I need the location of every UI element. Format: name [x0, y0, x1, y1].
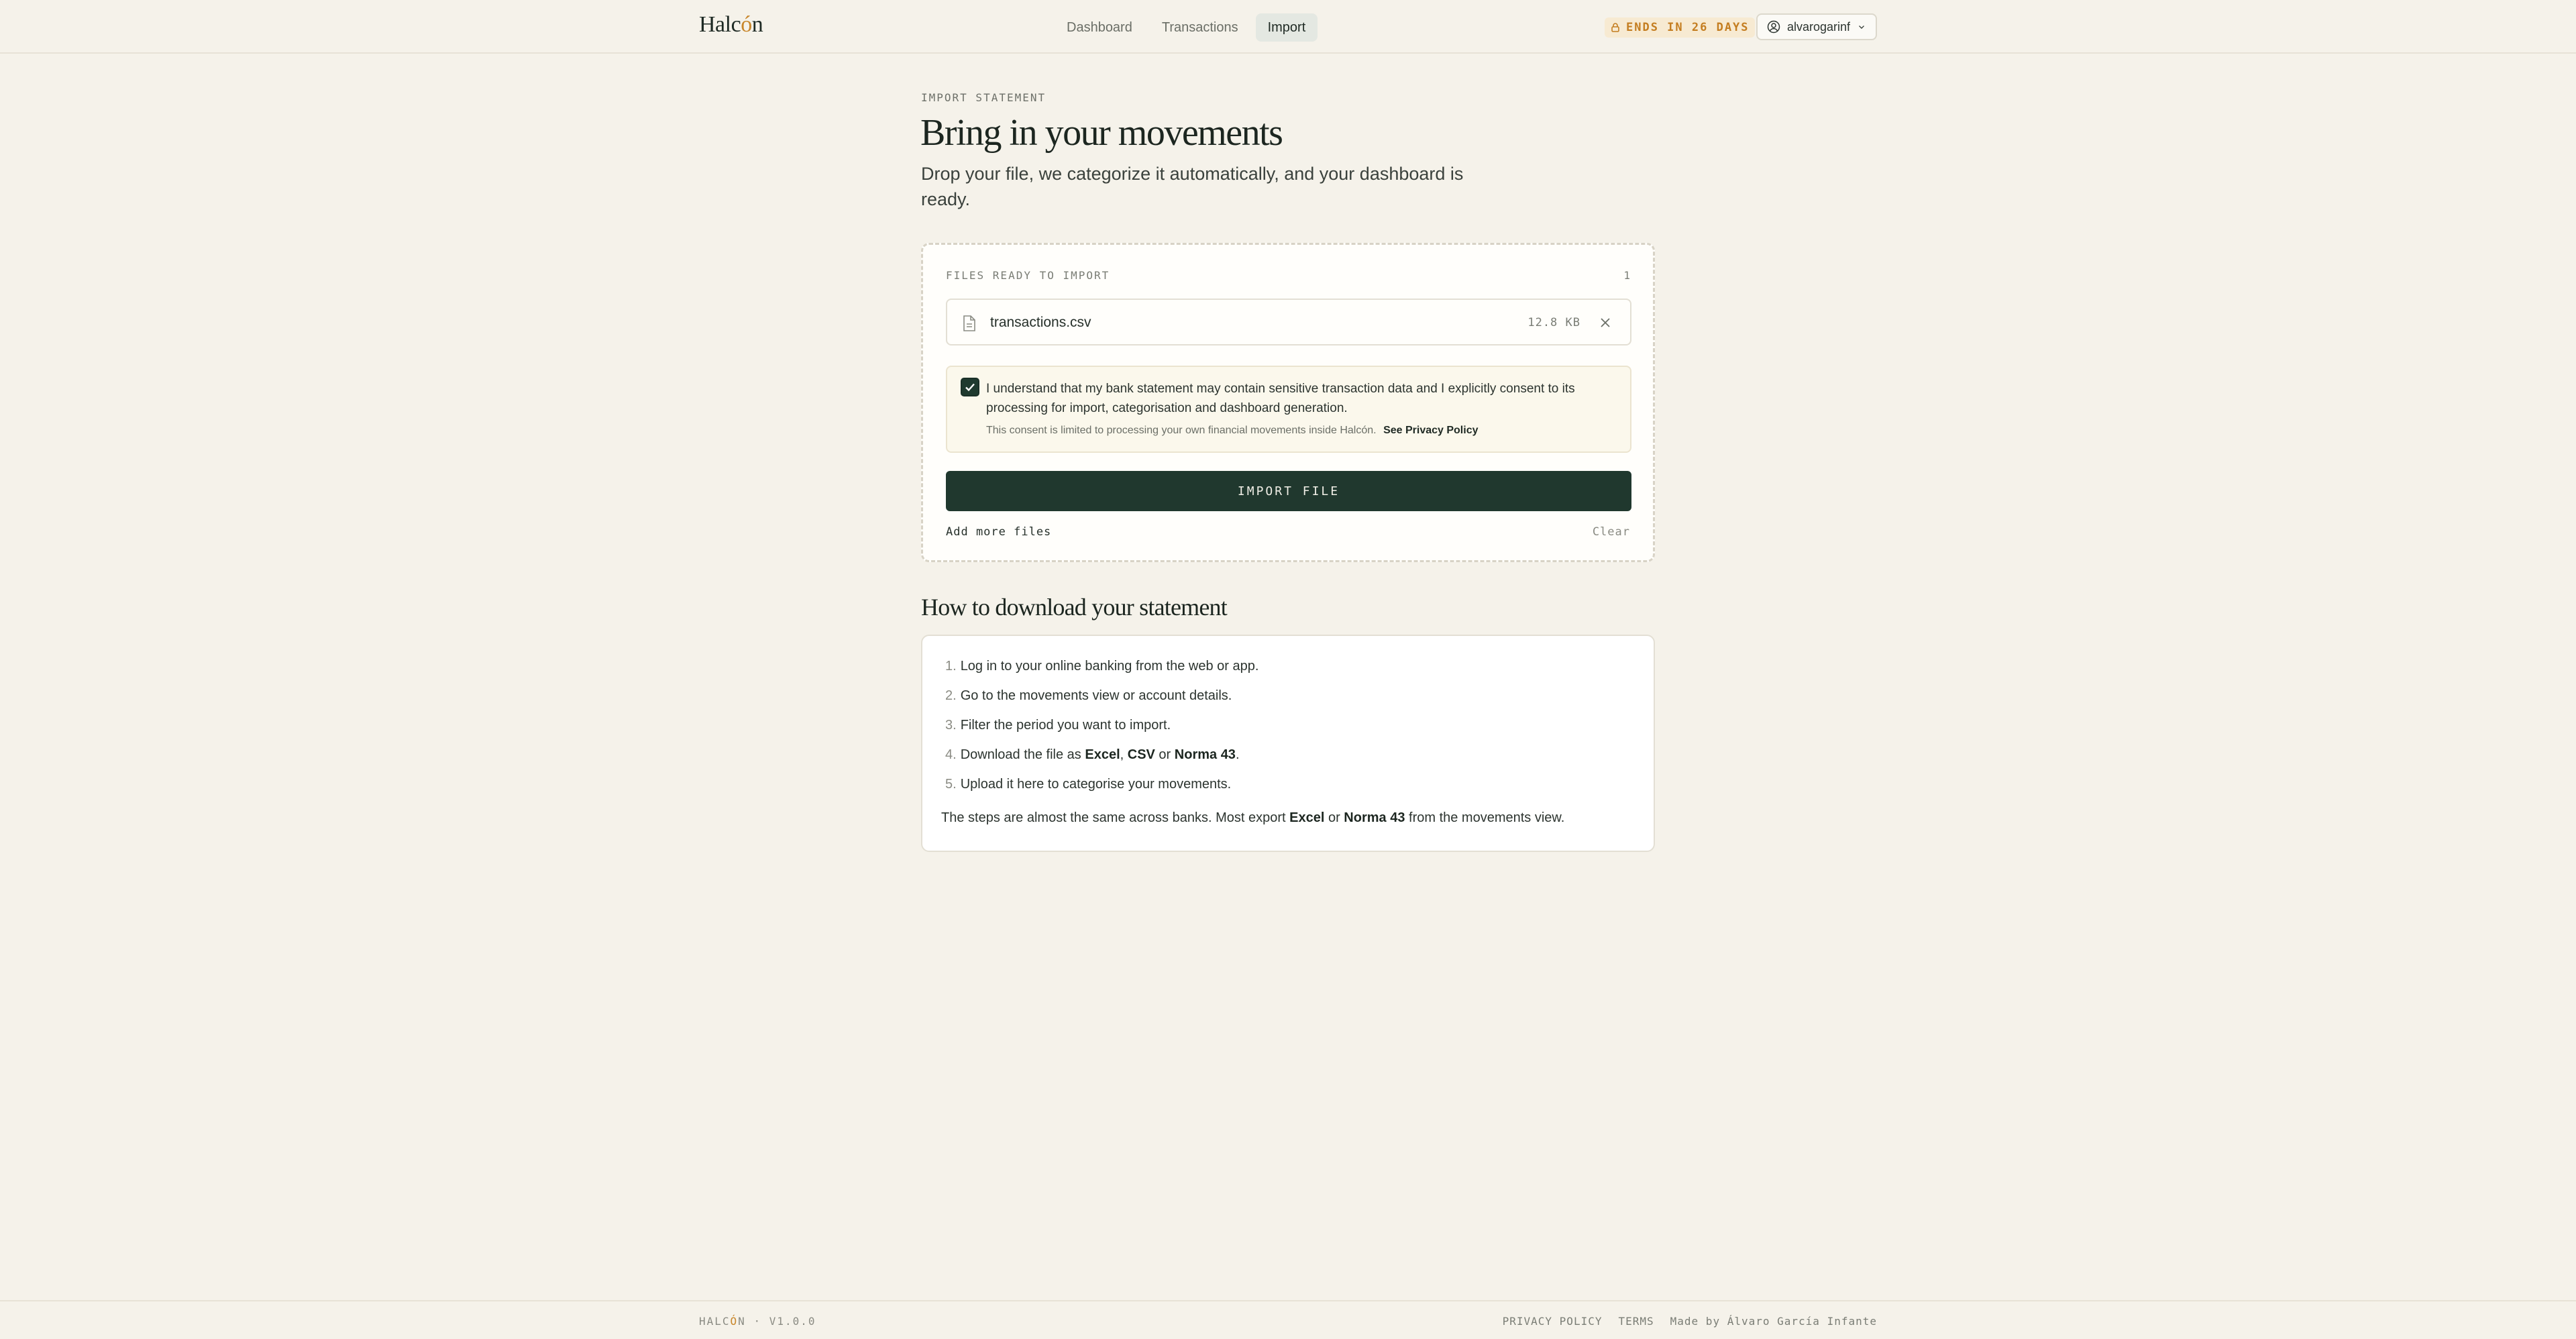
- page-eyebrow: IMPORT STATEMENT: [921, 91, 1046, 104]
- footer-terms-link[interactable]: TERMS: [1618, 1315, 1654, 1328]
- privacy-policy-link[interactable]: See Privacy Policy: [1383, 425, 1479, 436]
- footer-brand-text: HALC: [699, 1315, 731, 1328]
- add-more-files-button[interactable]: Add more files: [946, 525, 1052, 539]
- step-text: Upload it here to categorise your movements.: [960, 777, 1232, 792]
- footer-brand-accent: Ó: [730, 1315, 739, 1328]
- upload-dropzone[interactable]: [921, 243, 1655, 562]
- top-bar: [0, 0, 2576, 54]
- note-format-excel: Excel: [1289, 810, 1325, 825]
- note-text-mid: or: [1324, 810, 1344, 825]
- file-name: transactions.csv: [990, 315, 1091, 330]
- clear-button[interactable]: Clear: [1592, 525, 1630, 539]
- list-item: [945, 715, 1258, 745]
- file-icon: [962, 315, 977, 332]
- user-icon: [1767, 20, 1780, 34]
- consent-checkbox[interactable]: [961, 378, 979, 396]
- step-number: 1.: [945, 659, 957, 674]
- footer-brand: [699, 1315, 816, 1328]
- step-text: Download the file as: [960, 747, 1085, 762]
- list-item: [945, 774, 1258, 804]
- step-text: Filter the period you want to import.: [960, 718, 1171, 733]
- file-item: [946, 299, 1631, 345]
- consent-text: I understand that my bank statement may contain sensitive transaction data and I explicitly consent to its processing for import, categorisation and dashboard generation.: [986, 382, 1575, 415]
- footer-version: N · V1.0.0: [738, 1315, 816, 1328]
- nav-dashboard[interactable]: Dashboard: [1067, 20, 1132, 35]
- step-text-separator: or: [1155, 747, 1175, 762]
- step-text-end: .: [1235, 747, 1240, 762]
- logo[interactable]: [699, 12, 763, 38]
- step-number: 2.: [945, 688, 957, 703]
- step-text: Go to the movements view or account details.: [960, 688, 1232, 703]
- how-to-note: [941, 810, 1564, 826]
- step-number: 5.: [945, 777, 957, 792]
- format-excel: Excel: [1085, 747, 1120, 762]
- logo-text: Halc: [699, 12, 741, 37]
- check-icon: [964, 381, 976, 393]
- how-to-title: How to download your statement: [921, 594, 1227, 621]
- nav-transactions[interactable]: Transactions: [1161, 20, 1238, 35]
- page-title: Bring in your movements: [920, 112, 1283, 154]
- files-ready-label: FILES READY TO IMPORT: [946, 269, 1110, 282]
- step-text: Log in to your online banking from the web or app.: [960, 659, 1259, 674]
- nav-import[interactable]: Import: [1256, 13, 1318, 42]
- trial-badge-text: ENDS IN 26 DAYS: [1626, 21, 1750, 34]
- note-text: The steps are almost the same across banks. Most export: [941, 810, 1290, 825]
- page-subtitle: Drop your file, we categorize it automatically, and your dashboard is ready.: [921, 164, 1464, 209]
- footer-privacy-link[interactable]: PRIVACY POLICY: [1502, 1315, 1603, 1328]
- consent-note: [986, 425, 1479, 437]
- trial-badge: [1605, 17, 1755, 38]
- footer: [0, 1300, 2576, 1339]
- how-to-card: [921, 635, 1655, 852]
- chevron-down-icon: [1857, 22, 1866, 32]
- step-number: 3.: [945, 718, 957, 733]
- format-norma43: Norma 43: [1174, 747, 1236, 762]
- user-menu[interactable]: [1756, 13, 1877, 40]
- close-icon[interactable]: [1598, 315, 1613, 330]
- note-text-end: from the movements view.: [1405, 810, 1565, 825]
- lock-icon: [1610, 22, 1621, 33]
- logo-text-end: n: [751, 12, 763, 37]
- files-count: 1: [1623, 269, 1630, 282]
- list-item: [945, 656, 1258, 686]
- logo-accent: ó: [741, 12, 752, 37]
- username: alvarogarinf: [1787, 19, 1851, 34]
- consent-note-text: This consent is limited to processing your own financial movements inside Halcón.: [986, 425, 1377, 436]
- step-number: 4.: [945, 747, 957, 762]
- note-format-norma43: Norma 43: [1344, 810, 1405, 825]
- consent-box: [946, 366, 1631, 453]
- footer-author: Made by Álvaro García Infante: [1670, 1315, 1877, 1328]
- step-text-separator: ,: [1120, 747, 1128, 762]
- file-size: 12.8 KB: [1527, 316, 1580, 329]
- list-item: [945, 745, 1258, 774]
- footer-links: [1503, 1315, 1877, 1328]
- steps-list: [945, 656, 1258, 804]
- main-nav: [1055, 13, 1318, 42]
- format-csv: CSV: [1127, 747, 1155, 762]
- list-item: [945, 686, 1258, 715]
- import-file-button[interactable]: IMPORT FILE: [946, 471, 1631, 511]
